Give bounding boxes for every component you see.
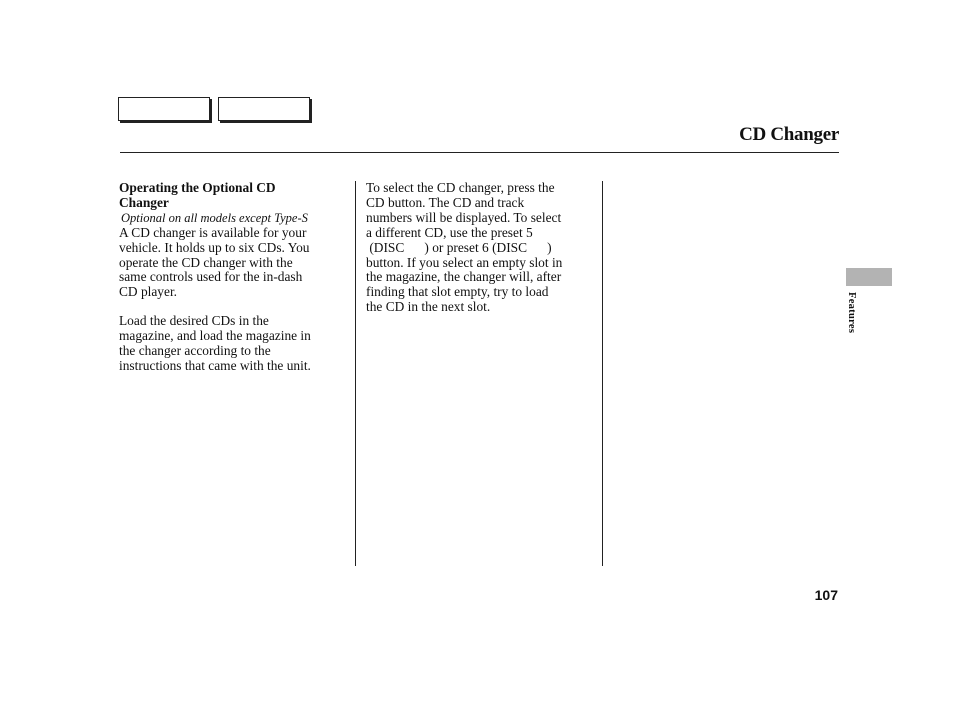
paragraph-intro: A CD changer is available for your vehicle. It holds up to six CDs. You operate the CD changer with the same controls used for the in-dash CD player. xyxy=(119,224,310,300)
nav-button-2[interactable] xyxy=(218,97,310,121)
page-number: 107 xyxy=(814,587,838,603)
column-divider xyxy=(355,181,356,566)
nav-button-1[interactable] xyxy=(118,97,210,121)
column-1 xyxy=(119,181,344,374)
column-divider xyxy=(602,181,603,566)
paragraph-load: Load the desired CDs in the magazine, and load the magazine in the changer according to the instructions that came with the unit. xyxy=(119,313,311,373)
column-2 xyxy=(366,181,594,315)
section-heading: Operating the Optional CD Changer xyxy=(119,180,276,210)
section-label: Features xyxy=(846,292,857,334)
availability-note: Optional on all models except Type-S xyxy=(121,210,308,225)
paragraph-select: To select the CD changer, press the CD button. The CD and track numbers will be displayed. To select a different CD, use the preset 5 (DISC ) or preset 6 (DISC ) button. If you select an empty slot in the magazine, the changer will, after finding that slot empty, try to load the CD in the next slot. xyxy=(366,180,563,315)
header-rule xyxy=(120,152,839,153)
section-tab xyxy=(846,268,892,286)
page-title: CD Changer xyxy=(739,124,839,145)
